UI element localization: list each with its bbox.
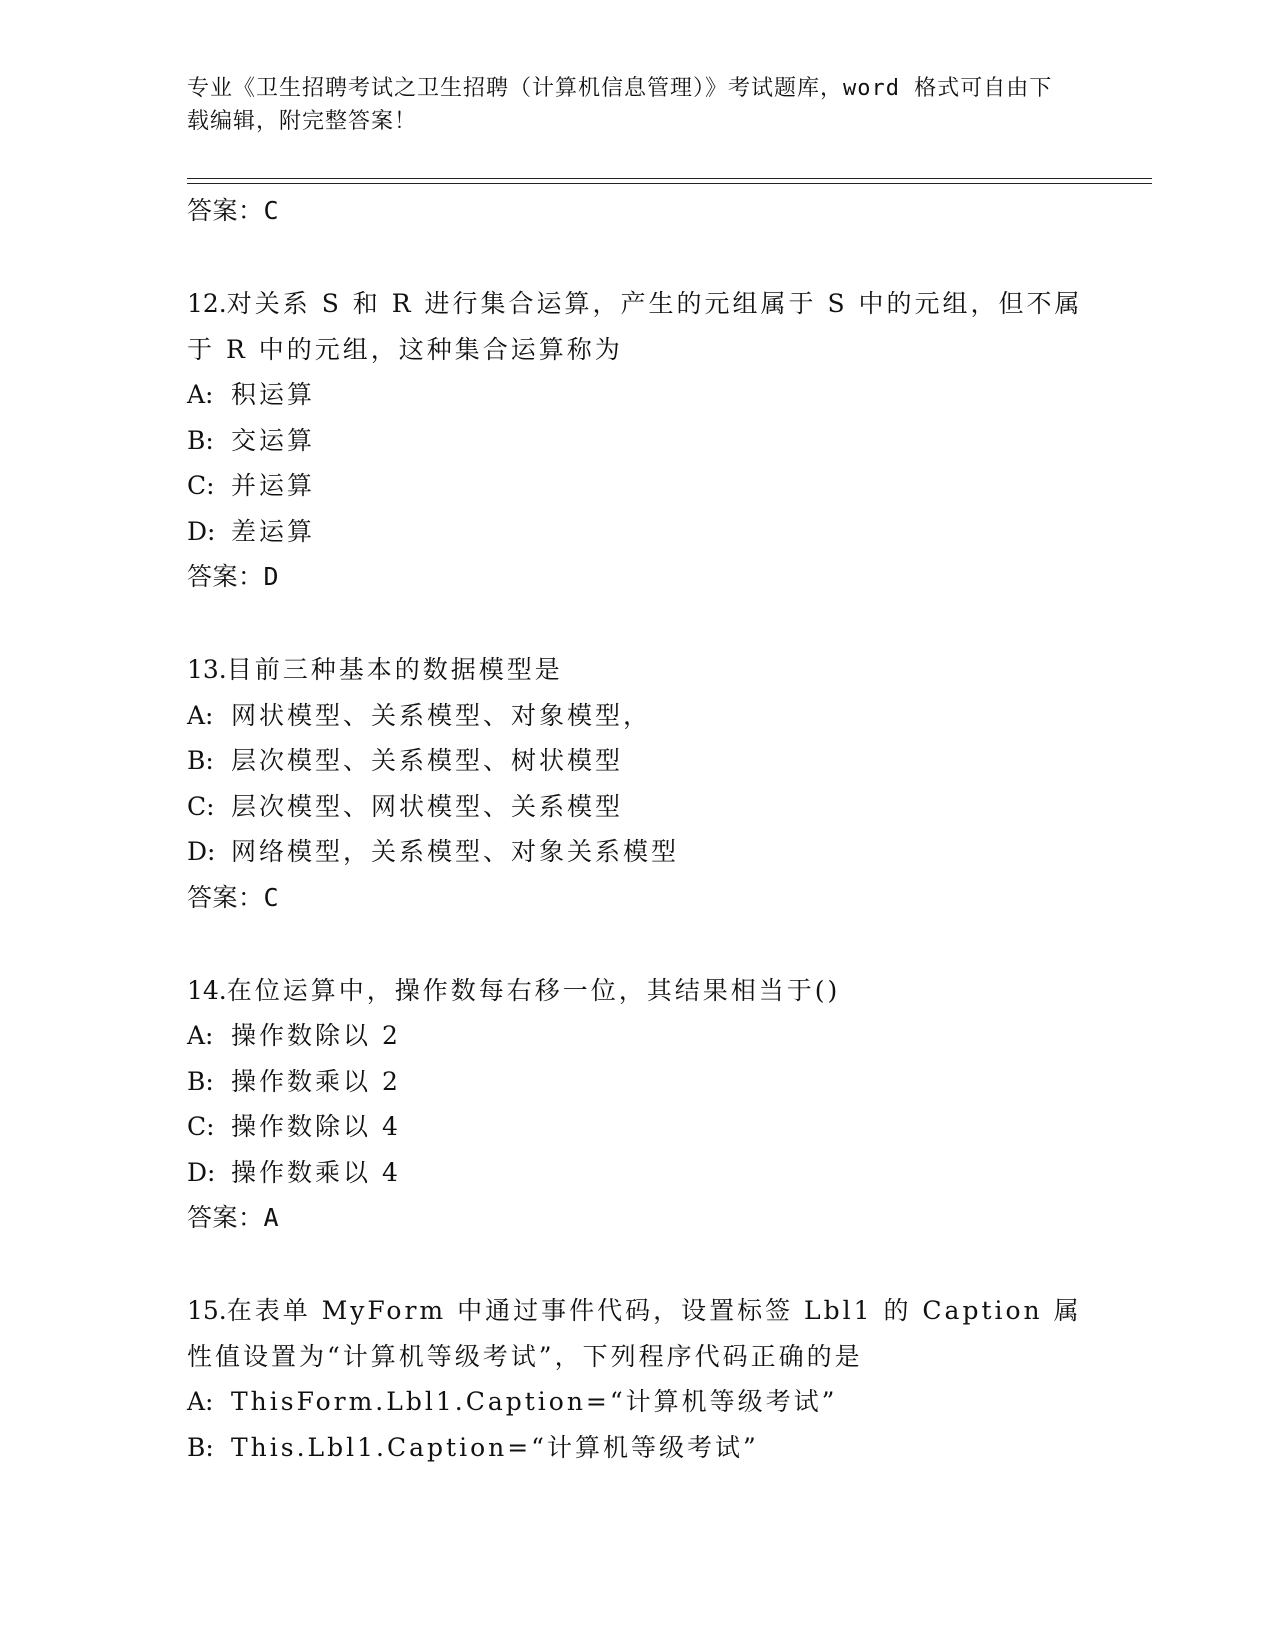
answer-line: 答案：C	[187, 882, 280, 912]
option-text: 操作数除以 4	[231, 1112, 401, 1141]
question-text	[187, 281, 1087, 372]
option-b	[187, 418, 1087, 464]
question-number: 14.	[187, 975, 227, 1005]
option-key: C:	[187, 791, 215, 821]
question-text	[187, 1288, 1087, 1379]
option-text: 交运算	[231, 425, 316, 455]
header-intro-text: 专业《卫生招聘考试之卫生招聘（计算机信息管理）》考试题库，word 格式可自由下载编辑，附完整答案！	[187, 76, 1053, 134]
question-15	[187, 1288, 1087, 1470]
option-key: B:	[187, 1432, 214, 1462]
option-key: C:	[187, 471, 215, 500]
question-body: 在表单 MyForm 中通过事件代码，设置标签 Lbl1 的 Caption 属性值设置为“计算机等级考试”，下列程序代码正确的是	[187, 1296, 1082, 1371]
question-12	[187, 281, 1087, 599]
option-text: 操作数除以 2	[231, 1021, 401, 1050]
option-text: 积运算	[231, 380, 316, 409]
option-text: 操作数乘以 4	[231, 1157, 401, 1187]
option-b	[187, 738, 1087, 784]
option-text: ThisForm.Lbl1.Caption=“计算机等级考试”	[231, 1387, 838, 1416]
option-text: 层次模型、网状模型、关系模型	[231, 791, 624, 821]
option-key: A:	[187, 1021, 214, 1050]
option-key: A:	[187, 380, 214, 409]
option-c	[187, 1104, 1087, 1150]
option-c	[187, 463, 1087, 509]
question-number: 12.	[187, 289, 227, 318]
option-a	[187, 372, 1087, 418]
option-c	[187, 784, 1087, 830]
question-number: 15.	[187, 1296, 227, 1325]
answer-line: 答案：D	[187, 562, 280, 591]
option-text: 网状模型、关系模型、对象模型，	[231, 700, 652, 730]
question-body: 在位运算中，操作数每右移一位，其结果相当于()	[226, 975, 841, 1005]
option-text: 并运算	[231, 471, 316, 500]
option-text: 差运算	[231, 516, 316, 546]
option-d	[187, 509, 1087, 555]
option-key: A:	[187, 700, 214, 730]
option-text: 层次模型、关系模型、树状模型	[231, 746, 624, 775]
option-b	[187, 1059, 1087, 1105]
option-key: B:	[187, 425, 214, 455]
option-text: 操作数乘以 2	[231, 1066, 401, 1096]
option-key: B:	[187, 1066, 214, 1096]
option-key: D:	[187, 516, 216, 546]
option-key: D:	[187, 837, 216, 866]
document-header	[187, 72, 1067, 138]
option-a	[187, 1013, 1087, 1059]
option-a	[187, 693, 1087, 739]
option-d	[187, 1150, 1087, 1196]
header-divider-bottom	[187, 183, 1152, 184]
question-text	[187, 968, 1087, 1014]
question-number: 13.	[187, 655, 227, 684]
question-body: 对关系 S 和 R 进行集合运算，产生的元组属于 S 中的元组，但不属于 R 中的元组，这种集合运算称为	[187, 289, 1083, 364]
option-key: D:	[187, 1157, 216, 1187]
option-text: 网络模型，关系模型、对象关系模型	[231, 837, 680, 866]
option-key: B:	[187, 746, 214, 775]
option-a	[187, 1379, 1087, 1425]
question-body: 目前三种基本的数据模型是	[226, 655, 563, 684]
header-divider-top	[187, 178, 1152, 179]
option-key: C:	[187, 1112, 215, 1141]
option-text: This.Lbl1.Caption=“计算机等级考试”	[231, 1432, 759, 1462]
option-d	[187, 829, 1087, 875]
question-14	[187, 968, 1087, 1241]
option-key: A:	[187, 1387, 214, 1416]
questions-content	[187, 188, 1087, 1470]
previous-answer: 答案：C	[187, 196, 280, 225]
question-text	[187, 647, 1087, 693]
answer-line: 答案：A	[187, 1203, 280, 1232]
option-b	[187, 1425, 1087, 1471]
question-13	[187, 647, 1087, 920]
